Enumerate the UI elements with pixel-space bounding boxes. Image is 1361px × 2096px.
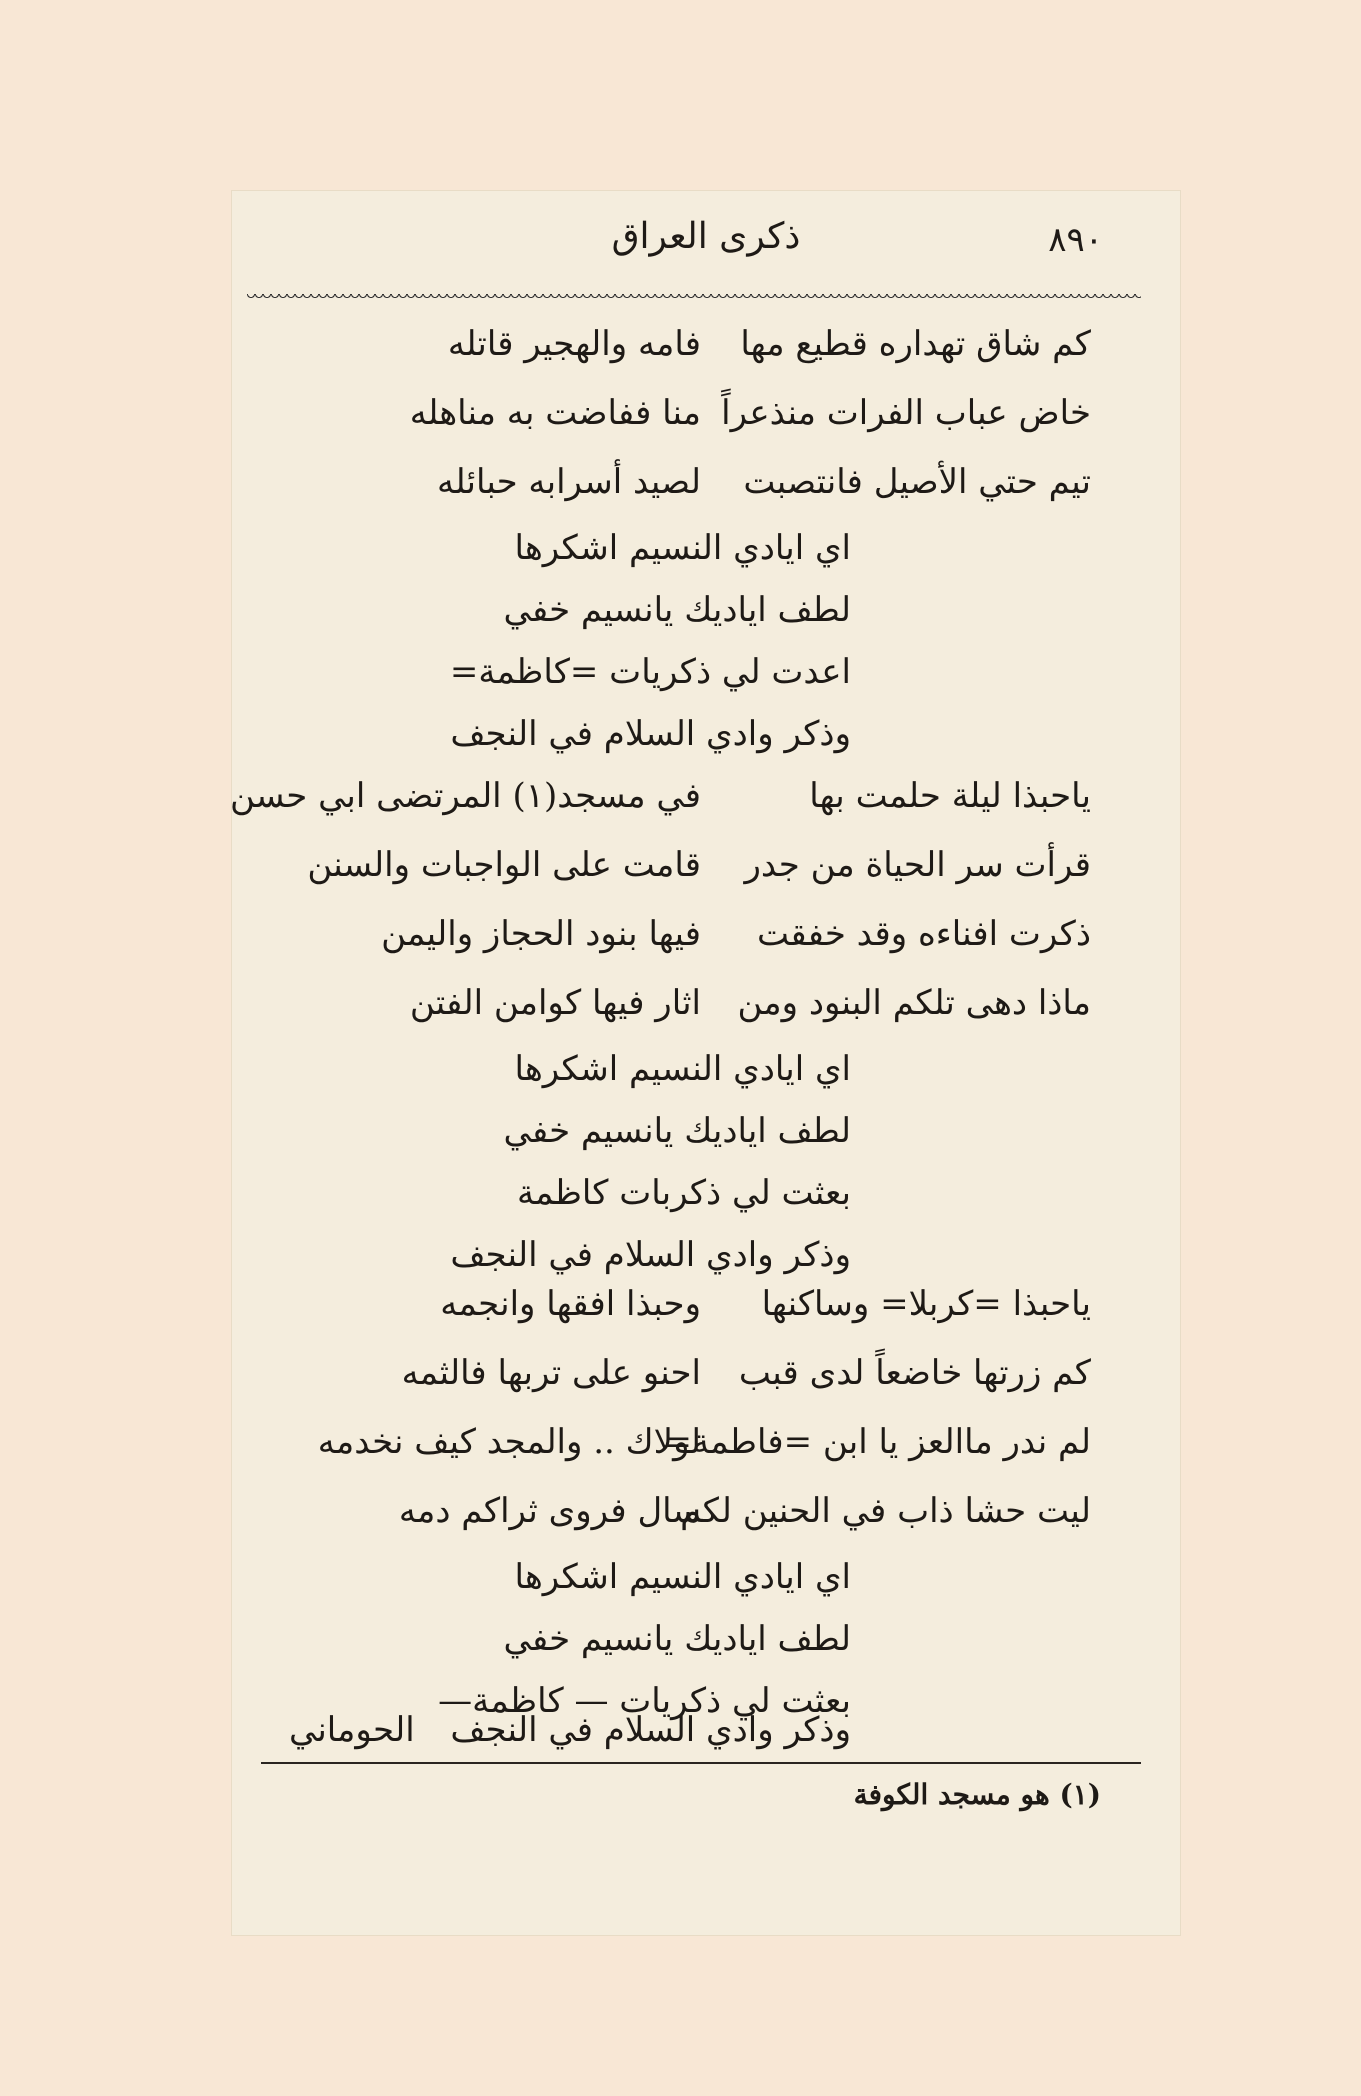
- verse-first-hemistich: تيم حتي الأصيل فانتصبت: [743, 462, 1091, 502]
- verse-line: [231, 1408, 1181, 1477]
- refrain-text: وذكر وادي السلام في النجف: [450, 1235, 851, 1275]
- closing-line: [231, 1710, 1181, 1770]
- refrain-text: لطف اياديك يانسيم خفي: [503, 590, 851, 630]
- refrain-line: [231, 517, 1181, 579]
- verse-line: [231, 762, 1181, 831]
- verse-first-hemistich: ماذا دهى تلكم البنود ومن: [737, 983, 1091, 1023]
- refrain-line: [231, 1546, 1181, 1608]
- verse-line: [231, 969, 1181, 1038]
- refrain-text: اي ايادي النسيم اشكرها: [514, 528, 851, 568]
- refrain-text: اي ايادي النسيم اشكرها: [514, 1049, 851, 1089]
- verse-line: [231, 1339, 1181, 1408]
- verse-line: [231, 1270, 1181, 1339]
- wavy-header-rule: [247, 294, 1141, 302]
- verse-line: [231, 379, 1181, 448]
- verse-first-hemistich: لم ندر ماالعز يا ابن =فاطمة=: [663, 1422, 1091, 1462]
- verse-second-hemistich: وحبذا افقها وانجمه: [440, 1284, 701, 1324]
- verse-first-hemistich: كم زرتها خاضعاً لدى قبب: [738, 1353, 1091, 1393]
- refrain-text: اعدت لي ذكريات =كاظمة=: [449, 652, 851, 692]
- running-title: ذكرى العراق: [611, 216, 801, 257]
- poet-signature: الحوماني: [289, 1710, 415, 1750]
- verse-second-hemistich: منا ففاضت به مناهله: [409, 393, 701, 433]
- refrain-line: [231, 1162, 1181, 1224]
- footnote-divider: [261, 1762, 1141, 1764]
- verse-first-hemistich: كم شاق تهداره قطيع مها: [740, 324, 1091, 364]
- scanned-page: [231, 190, 1181, 1936]
- verse-first-hemistich: ياحبذا =كربلا= وساكنها: [761, 1284, 1091, 1324]
- verse-second-hemistich: لولاك .. والمجد كيف نخدمه: [317, 1422, 701, 1462]
- refrain-text: اي ايادي النسيم اشكرها: [514, 1557, 851, 1597]
- closing-area: [231, 1710, 1181, 1770]
- refrain-line: [231, 579, 1181, 641]
- refrain-text: وذكر وادي السلام في النجف: [450, 714, 851, 754]
- refrain-text: بعثت لي ذكربات كاظمة: [516, 1173, 851, 1213]
- verse-second-hemistich: سال فروى ثراكم دمه: [398, 1491, 701, 1531]
- verse-second-hemistich: قامت على الواجبات والسنن: [307, 845, 701, 885]
- verse-first-hemistich: ليت حشا ذاب في الحنين لكم: [680, 1491, 1091, 1531]
- verse-line: [231, 900, 1181, 969]
- refrain-text: لطف اياديك يانسيم خفي: [503, 1111, 851, 1151]
- verse-first-hemistich: ذكرت افناءه وقد خفقت: [757, 914, 1091, 954]
- stanza-1: [231, 310, 1181, 765]
- refrain-text: بعثت لي ذكريات — كاظمة—: [438, 1681, 851, 1721]
- refrain-line: [231, 1608, 1181, 1670]
- footnote: (١) هو مسجد الكوفة: [853, 1778, 1101, 1811]
- refrain-line: [231, 1100, 1181, 1162]
- verse-first-hemistich: ياحبذا ليلة حلمت بها: [809, 776, 1091, 816]
- verse-second-hemistich: اثار فيها كوامن الفتن: [409, 983, 701, 1023]
- verse-first-hemistich: قرأت سر الحياة من جدر: [744, 845, 1091, 885]
- verse-second-hemistich: فامه والهجير قاتله: [447, 324, 701, 364]
- refrain-line: [231, 1038, 1181, 1100]
- verse-line: [231, 831, 1181, 900]
- stanza-2: [231, 762, 1181, 1286]
- verse-second-hemistich: في مسجد(١) المرتضى ابي حسن: [230, 776, 701, 816]
- verse-line: [231, 1477, 1181, 1546]
- refrain-line: [231, 641, 1181, 703]
- verse-line: [231, 448, 1181, 517]
- refrain-line: [231, 703, 1181, 765]
- page-number: ٨٩٠: [1048, 220, 1103, 260]
- refrain-text: لطف اياديك يانسيم خفي: [503, 1619, 851, 1659]
- verse-line: [231, 310, 1181, 379]
- verse-second-hemistich: احنو على تربها فالثمه: [401, 1353, 701, 1393]
- verse-second-hemistich: لصيد أسرابه حبائله: [437, 462, 701, 502]
- verse-second-hemistich: فيها بنود الحجاز واليمن: [381, 914, 701, 954]
- verse-first-hemistich: خاض عباب الفرات منذعراً: [721, 393, 1091, 433]
- closing-refrain: وذكر وادي السلام في النجف: [450, 1710, 851, 1750]
- stanza-3: [231, 1270, 1181, 1732]
- page-header: [231, 212, 1181, 272]
